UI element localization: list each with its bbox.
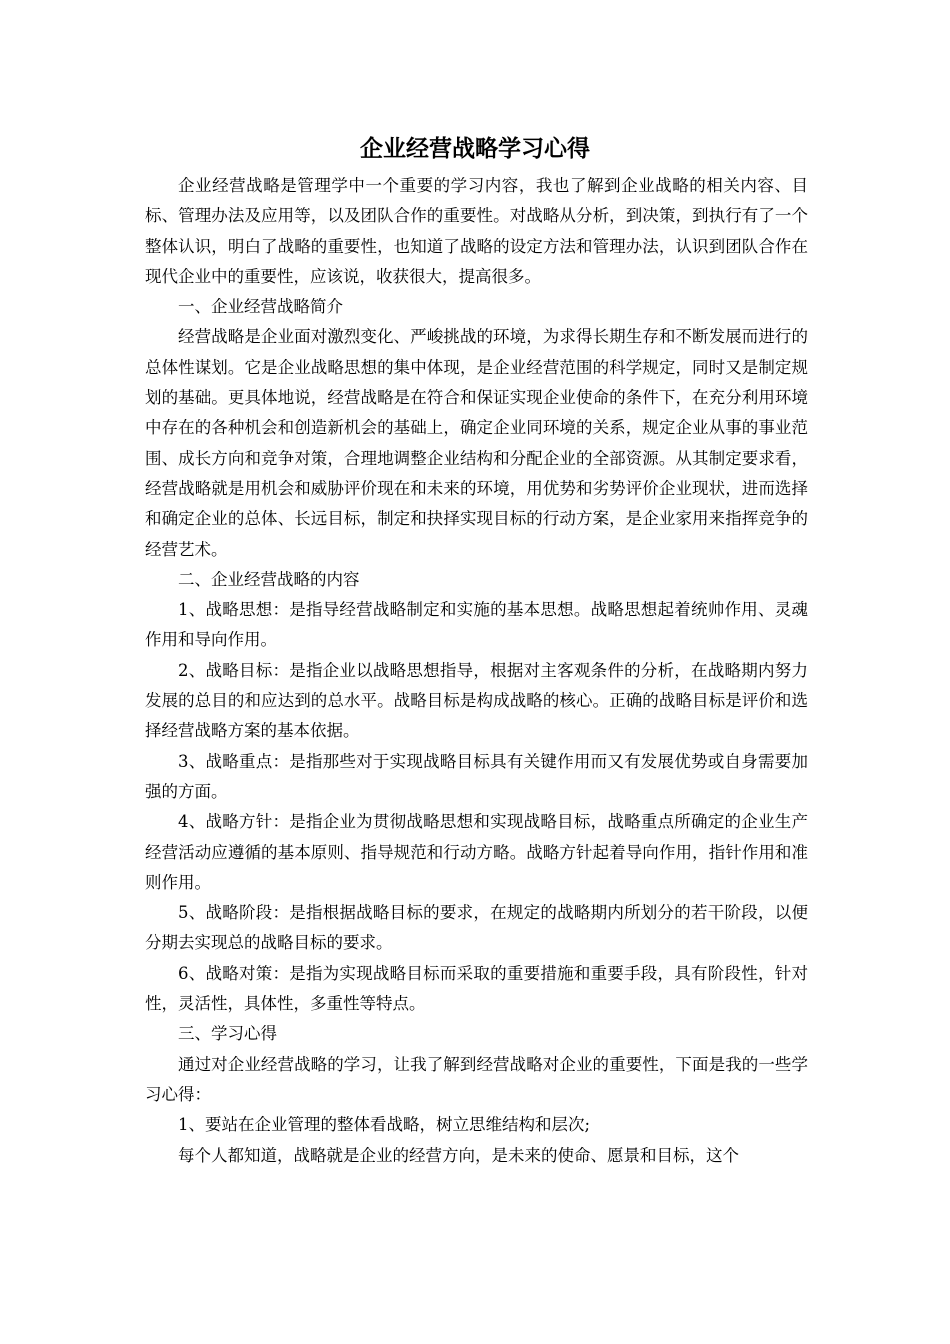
document-body bbox=[145, 171, 808, 1171]
insight-item-1: 1、要站在企业管理的整体看战略，树立思维结构和层次; bbox=[178, 1115, 591, 1135]
section-1-paragraph: 经营战略是企业面对激烈变化、严峻挑战的环境，为求得长期生存和不断发展而进行的总体性谋划。它是企业战略思想的集中体现，是企业经营范围的科学规定，同时又是制定规划的基础。更具体地说，经营战略是在符合和保证实现企业使命的条件下，在充分利用环境中存在的各种机会和创造新机会的基础上，确定企业同环境的关系，规定企业从事的事业范围、成长方向和竞争对策，合理地调整企业结构和分配企业的全部资源。从其制定要求看，经营战略就是用机会和威胁评价现在和未来的环境，用优势和劣势评价企业现状，进而选择和确定企业的总体、长远目标，制定和抉择实现目标的行动方案，是企业家用来指挥竞争的经营艺术。 bbox=[145, 327, 808, 559]
content-item-3: 3、战略重点：是指那些对于实现战略目标具有关键作用而又有发展优势或自身需要加强的方面。 bbox=[145, 751, 808, 801]
content-item-5: 5、战略阶段：是指根据战略目标的要求，在规定的战略期内所划分的若干阶段，以便分期去实现总的战略目标的要求。 bbox=[145, 903, 808, 953]
content-item-4: 4、战略方针：是指企业为贯彻战略思想和实现战略目标，战略重点所确定的企业生产经营活动应遵循的基本原则、指导规范和行动方略。战略方针起着导向作用，指针作用和准则作用。 bbox=[145, 812, 808, 892]
intro-paragraph: 企业经营战略是管理学中一个重要的学习内容，我也了解到企业战略的相关内容、目标、管理办法及应用等，以及团队合作的重要性。对战略从分析，到决策，到执行有了一个整体认识，明白了战略的重要性，也知道了战略的设定方法和管理办法，认识到团队合作在现代企业中的重要性，应该说，收获很大，提高很多。 bbox=[145, 176, 808, 286]
section-heading-1: 一、企业经营战略简介 bbox=[178, 297, 343, 317]
section-heading-3: 三、学习心得 bbox=[178, 1024, 277, 1044]
document-title: 企业经营战略学习心得 bbox=[360, 135, 590, 162]
section-heading-2: 二、企业经营战略的内容 bbox=[178, 569, 360, 589]
insight-item-1-paragraph: 每个人都知道，战略就是企业的经营方向，是未来的使命、愿景和目标，这个 bbox=[178, 1145, 739, 1165]
section-3-intro-paragraph: 通过对企业经营战略的学习，让我了解到经营战略对企业的重要性，下面是我的一些学习心得： bbox=[145, 1054, 808, 1104]
content-item-1: 1、战略思想：是指导经营战略制定和实施的基本思想。战略思想起着统帅作用、灵魂作用和导向作用。 bbox=[145, 600, 808, 650]
content-item-6: 6、战略对策：是指为实现战略目标而采取的重要措施和重要手段，具有阶段性，针对性，灵活性，具体性，多重性等特点。 bbox=[145, 963, 808, 1014]
content-item-2: 2、战略目标：是指企业以战略思想指导，根据对主客观条件的分析，在战略期内努力发展的总目的和应达到的总水平。战略目标是构成战略的核心。正确的战略目标是评价和选择经营战略方案的基本依据。 bbox=[145, 660, 808, 741]
